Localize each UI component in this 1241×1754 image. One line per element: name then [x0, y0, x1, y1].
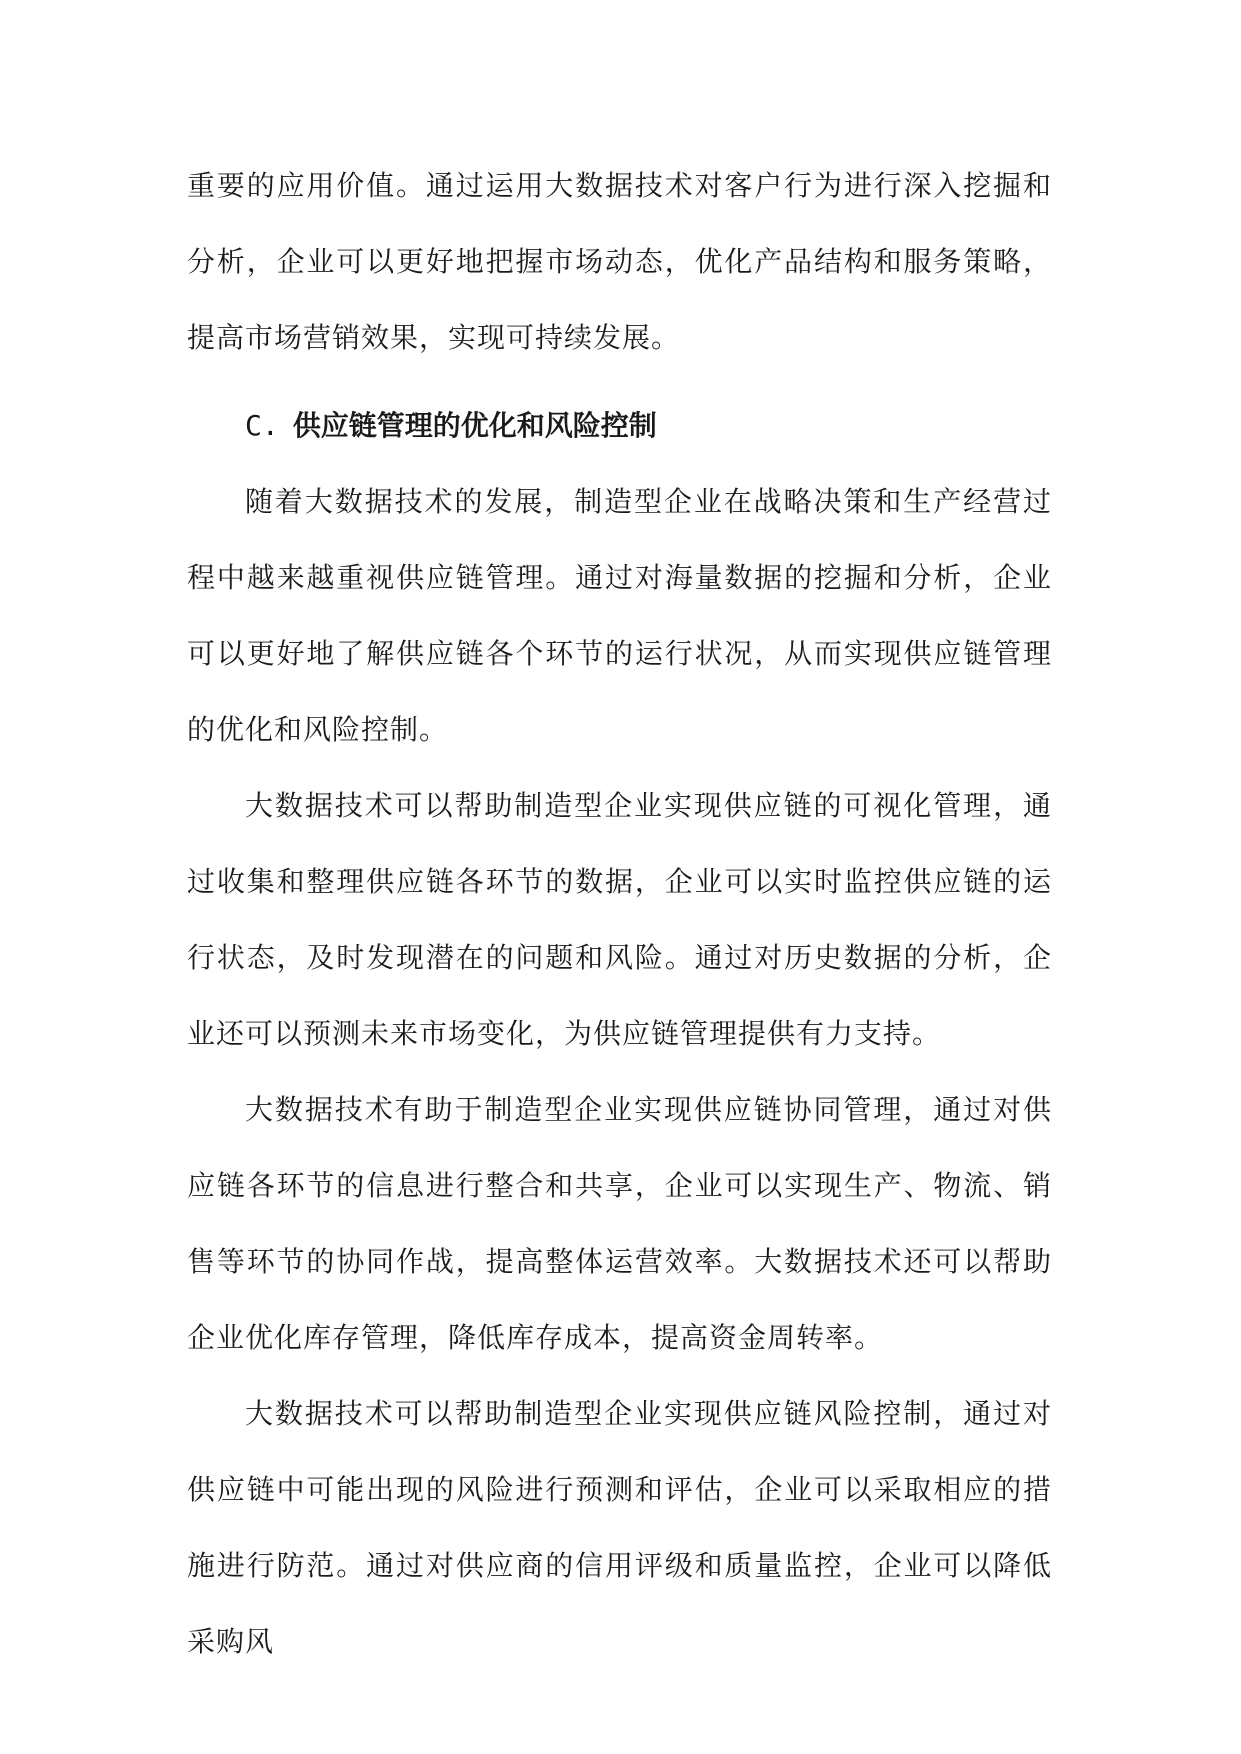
document-body: [187, 148, 1052, 1680]
paragraph-continued: 重要的应用价值。通过运用大数据技术对客户行为进行深入挖掘和分析，企业可以更好地把握市场动态，优化产品结构和服务策略，提高市场营销效果，实现可持续发展。: [187, 169, 1052, 354]
section-heading: [187, 388, 1052, 464]
paragraph-3: 大数据技术有助于制造型企业实现供应链协同管理，通过对供应链各环节的信息进行整合和共享，企业可以实现生产、物流、销售等环节的协同作战，提高整体运营效率。大数据技术还可以帮助企业优化库存管理，降低库存成本，提高资金周转率。: [187, 1093, 1052, 1354]
paragraph-4: 大数据技术可以帮助制造型企业实现供应链风险控制，通过对供应链中可能出现的风险进行预测和评估，企业可以采取相应的措施进行防范。通过对供应商的信用评级和质量监控，企业可以降低采购风: [187, 1397, 1052, 1658]
paragraph-1: 随着大数据技术的发展，制造型企业在战略决策和生产经营过程中越来越重视供应链管理。通过对海量数据的挖掘和分析，企业可以更好地了解供应链各个环节的运行状况，从而实现供应链管理的优化和风险控制。: [187, 485, 1052, 746]
section-label: C.: [245, 409, 279, 442]
paragraph-2: 大数据技术可以帮助制造型企业实现供应链的可视化管理，通过收集和整理供应链各环节的数据，企业可以实时监控供应链的运行状态，及时发现潜在的问题和风险。通过对历史数据的分析，企业还可以预测未来市场变化，为供应链管理提供有力支持。: [187, 789, 1052, 1050]
section-title: 供应链管理的优化和风险控制: [292, 409, 657, 442]
